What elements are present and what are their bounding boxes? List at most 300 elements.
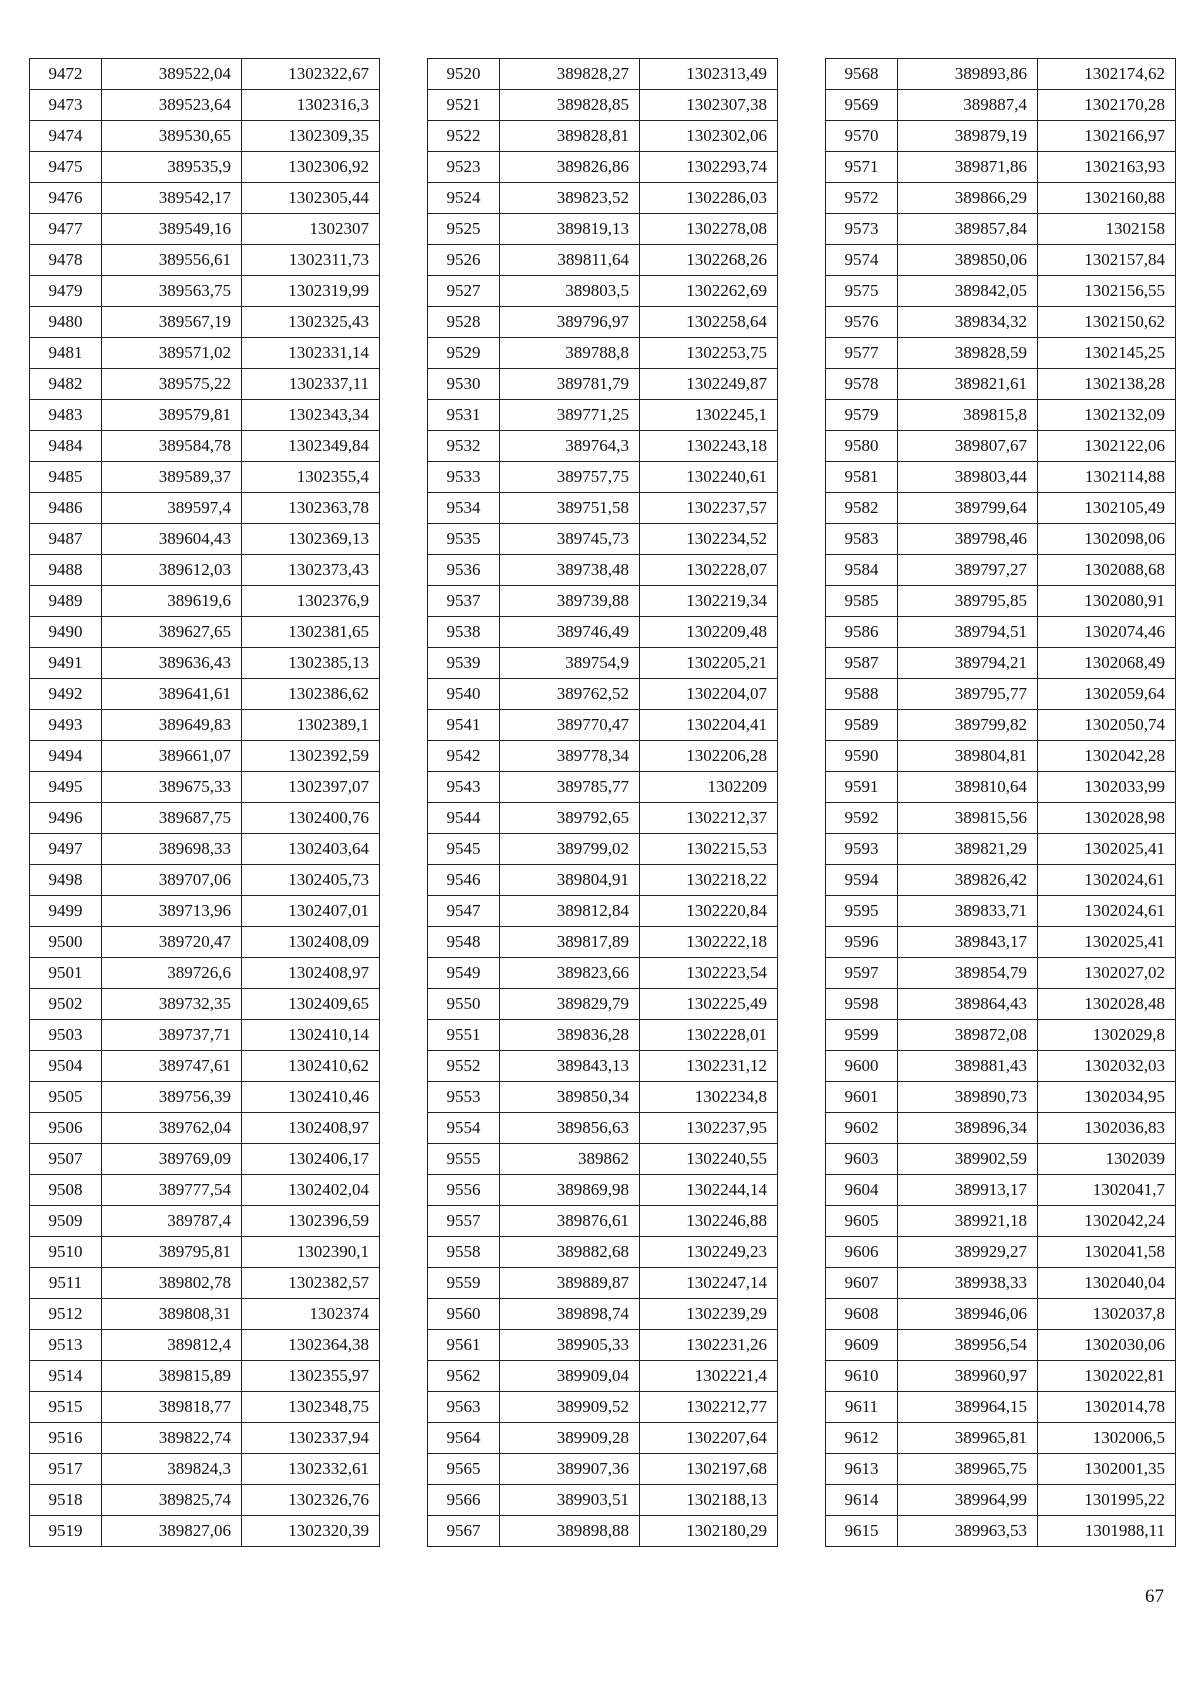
table-row (428, 1299, 778, 1330)
table-row (428, 617, 778, 648)
table-row (30, 927, 380, 958)
point-number-cell: 9568 (826, 59, 898, 90)
point-number-cell: 9494 (30, 741, 102, 772)
x-coordinate-cell: 389909,04 (500, 1361, 640, 1392)
x-coordinate-cell: 389963,53 (898, 1516, 1038, 1547)
coordinate-table-1 (29, 58, 380, 1547)
table-row (826, 90, 1176, 121)
y-coordinate-cell: 1302220,84 (640, 896, 778, 927)
point-number-cell: 9499 (30, 896, 102, 927)
point-number-cell: 9555 (428, 1144, 500, 1175)
y-coordinate-cell: 1302174,62 (1038, 59, 1176, 90)
table-row (428, 741, 778, 772)
y-coordinate-cell: 1302145,25 (1038, 338, 1176, 369)
point-number-cell: 9594 (826, 865, 898, 896)
y-coordinate-cell: 1302138,28 (1038, 369, 1176, 400)
y-coordinate-cell: 1302403,64 (242, 834, 380, 865)
point-number-cell: 9544 (428, 803, 500, 834)
y-coordinate-cell: 1301988,11 (1038, 1516, 1176, 1547)
table-row (826, 338, 1176, 369)
table-row (30, 183, 380, 214)
y-coordinate-cell: 1302022,81 (1038, 1361, 1176, 1392)
table-row (826, 245, 1176, 276)
x-coordinate-cell: 389804,81 (898, 741, 1038, 772)
table-row (428, 369, 778, 400)
y-coordinate-cell: 1302059,64 (1038, 679, 1176, 710)
y-coordinate-cell: 1302234,8 (640, 1082, 778, 1113)
y-coordinate-cell: 1302024,61 (1038, 865, 1176, 896)
y-coordinate-cell: 1302322,67 (242, 59, 380, 90)
point-number-cell: 9506 (30, 1113, 102, 1144)
x-coordinate-cell: 389720,47 (102, 927, 242, 958)
x-coordinate-cell: 389579,81 (102, 400, 242, 431)
table-row (826, 1423, 1176, 1454)
point-number-cell: 9604 (826, 1175, 898, 1206)
x-coordinate-cell: 389828,59 (898, 338, 1038, 369)
x-coordinate-cell: 389843,17 (898, 927, 1038, 958)
x-coordinate-cell: 389732,35 (102, 989, 242, 1020)
y-coordinate-cell: 1302204,41 (640, 710, 778, 741)
x-coordinate-cell: 389898,88 (500, 1516, 640, 1547)
point-number-cell: 9534 (428, 493, 500, 524)
y-coordinate-cell: 1302409,65 (242, 989, 380, 1020)
table-row (428, 1392, 778, 1423)
point-number-cell: 9581 (826, 462, 898, 493)
point-number-cell: 9478 (30, 245, 102, 276)
y-coordinate-cell: 1302025,41 (1038, 834, 1176, 865)
y-coordinate-cell: 1302132,09 (1038, 400, 1176, 431)
y-coordinate-cell: 1302337,94 (242, 1423, 380, 1454)
table-row (826, 648, 1176, 679)
x-coordinate-cell: 389871,86 (898, 152, 1038, 183)
y-coordinate-cell: 1302122,06 (1038, 431, 1176, 462)
point-number-cell: 9578 (826, 369, 898, 400)
y-coordinate-cell: 1302036,83 (1038, 1113, 1176, 1144)
table-row (428, 1516, 778, 1547)
y-coordinate-cell: 1302223,54 (640, 958, 778, 989)
table-row (30, 1454, 380, 1485)
x-coordinate-cell: 389864,43 (898, 989, 1038, 1020)
x-coordinate-cell: 389687,75 (102, 803, 242, 834)
table-row (428, 1175, 778, 1206)
point-number-cell: 9579 (826, 400, 898, 431)
y-coordinate-cell: 1302240,55 (640, 1144, 778, 1175)
point-number-cell: 9540 (428, 679, 500, 710)
point-number-cell: 9545 (428, 834, 500, 865)
y-coordinate-cell: 1302410,14 (242, 1020, 380, 1051)
point-number-cell: 9490 (30, 617, 102, 648)
y-coordinate-cell: 1302396,59 (242, 1206, 380, 1237)
y-coordinate-cell: 1302114,88 (1038, 462, 1176, 493)
x-coordinate-cell: 389956,54 (898, 1330, 1038, 1361)
point-number-cell: 9483 (30, 400, 102, 431)
x-coordinate-cell: 389890,73 (898, 1082, 1038, 1113)
x-coordinate-cell: 389799,82 (898, 710, 1038, 741)
x-coordinate-cell: 389862 (500, 1144, 640, 1175)
y-coordinate-cell: 1302222,18 (640, 927, 778, 958)
point-number-cell: 9526 (428, 245, 500, 276)
x-coordinate-cell: 389707,06 (102, 865, 242, 896)
point-number-cell: 9551 (428, 1020, 500, 1051)
point-number-cell: 9606 (826, 1237, 898, 1268)
table-row (30, 1144, 380, 1175)
table-row (428, 586, 778, 617)
x-coordinate-cell: 389549,16 (102, 214, 242, 245)
point-number-cell: 9529 (428, 338, 500, 369)
point-number-cell: 9511 (30, 1268, 102, 1299)
table-row (826, 710, 1176, 741)
point-number-cell: 9588 (826, 679, 898, 710)
x-coordinate-cell: 389826,42 (898, 865, 1038, 896)
y-coordinate-cell: 1302386,62 (242, 679, 380, 710)
x-coordinate-cell: 389799,02 (500, 834, 640, 865)
x-coordinate-cell: 389889,87 (500, 1268, 640, 1299)
table-row (826, 865, 1176, 896)
y-coordinate-cell: 1302313,49 (640, 59, 778, 90)
table-row (826, 1299, 1176, 1330)
y-coordinate-cell: 1302212,37 (640, 803, 778, 834)
x-coordinate-cell: 389882,68 (500, 1237, 640, 1268)
table-row (30, 462, 380, 493)
y-coordinate-cell: 1302326,76 (242, 1485, 380, 1516)
y-coordinate-cell: 1302209,48 (640, 617, 778, 648)
table-row (428, 121, 778, 152)
point-number-cell: 9565 (428, 1454, 500, 1485)
table-row (30, 896, 380, 927)
x-coordinate-cell: 389542,17 (102, 183, 242, 214)
table-row (30, 431, 380, 462)
x-coordinate-cell: 389756,39 (102, 1082, 242, 1113)
table-row (826, 431, 1176, 462)
x-coordinate-cell: 389850,34 (500, 1082, 640, 1113)
x-coordinate-cell: 389872,08 (898, 1020, 1038, 1051)
table-row (30, 741, 380, 772)
y-coordinate-cell: 1302160,88 (1038, 183, 1176, 214)
table-row (826, 307, 1176, 338)
table-row (428, 400, 778, 431)
x-coordinate-cell: 389535,9 (102, 152, 242, 183)
y-coordinate-cell: 1302337,11 (242, 369, 380, 400)
x-coordinate-cell: 389794,21 (898, 648, 1038, 679)
x-coordinate-cell: 389739,88 (500, 586, 640, 617)
point-number-cell: 9481 (30, 338, 102, 369)
y-coordinate-cell: 1302228,07 (640, 555, 778, 586)
x-coordinate-cell: 389819,13 (500, 214, 640, 245)
point-number-cell: 9557 (428, 1206, 500, 1237)
point-number-cell: 9517 (30, 1454, 102, 1485)
table-row (30, 400, 380, 431)
table-row (30, 1268, 380, 1299)
y-coordinate-cell: 1302410,62 (242, 1051, 380, 1082)
point-number-cell: 9553 (428, 1082, 500, 1113)
table-row (30, 121, 380, 152)
point-number-cell: 9571 (826, 152, 898, 183)
table-row (428, 772, 778, 803)
y-coordinate-cell: 1302098,06 (1038, 524, 1176, 555)
y-coordinate-cell: 1302180,29 (640, 1516, 778, 1547)
x-coordinate-cell: 389921,18 (898, 1206, 1038, 1237)
x-coordinate-cell: 389575,22 (102, 369, 242, 400)
table-row (30, 1082, 380, 1113)
table-row (428, 245, 778, 276)
table-row (428, 927, 778, 958)
x-coordinate-cell: 389815,89 (102, 1361, 242, 1392)
point-number-cell: 9593 (826, 834, 898, 865)
point-number-cell: 9570 (826, 121, 898, 152)
x-coordinate-cell: 389563,75 (102, 276, 242, 307)
table-row (826, 586, 1176, 617)
table-row (428, 1237, 778, 1268)
y-coordinate-cell: 1302166,97 (1038, 121, 1176, 152)
table-row (428, 1051, 778, 1082)
x-coordinate-cell: 389778,34 (500, 741, 640, 772)
x-coordinate-cell: 389810,64 (898, 772, 1038, 803)
x-coordinate-cell: 389788,8 (500, 338, 640, 369)
point-number-cell: 9536 (428, 555, 500, 586)
point-number-cell: 9586 (826, 617, 898, 648)
y-coordinate-cell: 1302234,52 (640, 524, 778, 555)
y-coordinate-cell: 1302363,78 (242, 493, 380, 524)
y-coordinate-cell: 1302209 (640, 772, 778, 803)
x-coordinate-cell: 389619,6 (102, 586, 242, 617)
point-number-cell: 9513 (30, 1330, 102, 1361)
x-coordinate-cell: 389828,81 (500, 121, 640, 152)
x-coordinate-cell: 389751,58 (500, 493, 640, 524)
table-row (428, 1485, 778, 1516)
point-number-cell: 9475 (30, 152, 102, 183)
x-coordinate-cell: 389902,59 (898, 1144, 1038, 1175)
point-number-cell: 9514 (30, 1361, 102, 1392)
x-coordinate-cell: 389827,06 (102, 1516, 242, 1547)
point-number-cell: 9524 (428, 183, 500, 214)
table-row (826, 183, 1176, 214)
y-coordinate-cell: 1302215,53 (640, 834, 778, 865)
x-coordinate-cell: 389842,05 (898, 276, 1038, 307)
y-coordinate-cell: 1302400,76 (242, 803, 380, 834)
table-row (30, 276, 380, 307)
point-number-cell: 9608 (826, 1299, 898, 1330)
table-row (30, 1485, 380, 1516)
table-row (30, 524, 380, 555)
y-coordinate-cell: 1302349,84 (242, 431, 380, 462)
y-coordinate-cell: 1302305,44 (242, 183, 380, 214)
point-number-cell: 9567 (428, 1516, 500, 1547)
table-row (826, 1113, 1176, 1144)
y-coordinate-cell: 1302343,34 (242, 400, 380, 431)
y-coordinate-cell: 1302258,64 (640, 307, 778, 338)
table-row (428, 1113, 778, 1144)
x-coordinate-cell: 389808,31 (102, 1299, 242, 1330)
y-coordinate-cell: 1302024,61 (1038, 896, 1176, 927)
x-coordinate-cell: 389815,56 (898, 803, 1038, 834)
x-coordinate-cell: 389636,43 (102, 648, 242, 679)
y-coordinate-cell: 1302253,75 (640, 338, 778, 369)
y-coordinate-cell: 1302249,23 (640, 1237, 778, 1268)
table-row (826, 1454, 1176, 1485)
y-coordinate-cell: 1302307 (242, 214, 380, 245)
x-coordinate-cell: 389762,04 (102, 1113, 242, 1144)
point-number-cell: 9538 (428, 617, 500, 648)
y-coordinate-cell: 1302027,02 (1038, 958, 1176, 989)
point-number-cell: 9535 (428, 524, 500, 555)
point-number-cell: 9582 (826, 493, 898, 524)
point-number-cell: 9559 (428, 1268, 500, 1299)
x-coordinate-cell: 389834,32 (898, 307, 1038, 338)
x-coordinate-cell: 389770,47 (500, 710, 640, 741)
x-coordinate-cell: 389522,04 (102, 59, 242, 90)
y-coordinate-cell: 1302188,13 (640, 1485, 778, 1516)
table-row (428, 1423, 778, 1454)
table-row (428, 1454, 778, 1485)
y-coordinate-cell: 1302382,57 (242, 1268, 380, 1299)
point-number-cell: 9527 (428, 276, 500, 307)
y-coordinate-cell: 1302219,34 (640, 586, 778, 617)
y-coordinate-cell: 1302029,8 (1038, 1020, 1176, 1051)
x-coordinate-cell: 389597,4 (102, 493, 242, 524)
table-row (30, 834, 380, 865)
table-row (826, 1392, 1176, 1423)
y-coordinate-cell: 1302302,06 (640, 121, 778, 152)
x-coordinate-cell: 389887,4 (898, 90, 1038, 121)
table-row (30, 648, 380, 679)
x-coordinate-cell: 389903,51 (500, 1485, 640, 1516)
x-coordinate-cell: 389612,03 (102, 555, 242, 586)
y-coordinate-cell: 1302392,59 (242, 741, 380, 772)
table-row (30, 1020, 380, 1051)
point-number-cell: 9497 (30, 834, 102, 865)
x-coordinate-cell: 389738,48 (500, 555, 640, 586)
x-coordinate-cell: 389828,85 (500, 90, 640, 121)
x-coordinate-cell: 389964,99 (898, 1485, 1038, 1516)
table-row (428, 493, 778, 524)
x-coordinate-cell: 389787,4 (102, 1206, 242, 1237)
table-row (826, 1361, 1176, 1392)
point-number-cell: 9566 (428, 1485, 500, 1516)
point-number-cell: 9533 (428, 462, 500, 493)
x-coordinate-cell: 389909,52 (500, 1392, 640, 1423)
table-row (428, 710, 778, 741)
y-coordinate-cell: 1302348,75 (242, 1392, 380, 1423)
y-coordinate-cell: 1302331,14 (242, 338, 380, 369)
table-row (826, 896, 1176, 927)
x-coordinate-cell: 389764,3 (500, 431, 640, 462)
y-coordinate-cell: 1302402,04 (242, 1175, 380, 1206)
y-coordinate-cell: 1302158 (1038, 214, 1176, 245)
y-coordinate-cell: 1302389,1 (242, 710, 380, 741)
x-coordinate-cell: 389898,74 (500, 1299, 640, 1330)
x-coordinate-cell: 389825,74 (102, 1485, 242, 1516)
y-coordinate-cell: 1302406,17 (242, 1144, 380, 1175)
y-coordinate-cell: 1302410,46 (242, 1082, 380, 1113)
y-coordinate-cell: 1302293,74 (640, 152, 778, 183)
table-row (826, 152, 1176, 183)
y-coordinate-cell: 1302376,9 (242, 586, 380, 617)
y-coordinate-cell: 1302390,1 (242, 1237, 380, 1268)
table-row (428, 1330, 778, 1361)
point-number-cell: 9482 (30, 369, 102, 400)
x-coordinate-cell: 389571,02 (102, 338, 242, 369)
table-row (826, 1237, 1176, 1268)
point-number-cell: 9549 (428, 958, 500, 989)
x-coordinate-cell: 389807,67 (898, 431, 1038, 462)
point-number-cell: 9601 (826, 1082, 898, 1113)
y-coordinate-cell: 1302080,91 (1038, 586, 1176, 617)
point-number-cell: 9510 (30, 1237, 102, 1268)
y-coordinate-cell: 1302032,03 (1038, 1051, 1176, 1082)
y-coordinate-cell: 1302243,18 (640, 431, 778, 462)
point-number-cell: 9556 (428, 1175, 500, 1206)
y-coordinate-cell: 1302034,95 (1038, 1082, 1176, 1113)
y-coordinate-cell: 1302212,77 (640, 1392, 778, 1423)
x-coordinate-cell: 389796,97 (500, 307, 640, 338)
y-coordinate-cell: 1302268,26 (640, 245, 778, 276)
point-number-cell: 9590 (826, 741, 898, 772)
point-number-cell: 9605 (826, 1206, 898, 1237)
point-number-cell: 9495 (30, 772, 102, 803)
y-coordinate-cell: 1302025,41 (1038, 927, 1176, 958)
y-coordinate-cell: 1302231,12 (640, 1051, 778, 1082)
table-row (826, 1485, 1176, 1516)
y-coordinate-cell: 1302374 (242, 1299, 380, 1330)
point-number-cell: 9574 (826, 245, 898, 276)
x-coordinate-cell: 389792,65 (500, 803, 640, 834)
y-coordinate-cell: 1302262,69 (640, 276, 778, 307)
y-coordinate-cell: 1302244,14 (640, 1175, 778, 1206)
point-number-cell: 9516 (30, 1423, 102, 1454)
y-coordinate-cell: 1302221,4 (640, 1361, 778, 1392)
point-number-cell: 9576 (826, 307, 898, 338)
point-number-cell: 9503 (30, 1020, 102, 1051)
point-number-cell: 9488 (30, 555, 102, 586)
y-coordinate-cell: 1302042,28 (1038, 741, 1176, 772)
point-number-cell: 9614 (826, 1485, 898, 1516)
point-number-cell: 9573 (826, 214, 898, 245)
point-number-cell: 9539 (428, 648, 500, 679)
y-coordinate-cell: 1302237,57 (640, 493, 778, 524)
table-row (826, 803, 1176, 834)
x-coordinate-cell: 389675,33 (102, 772, 242, 803)
x-coordinate-cell: 389965,81 (898, 1423, 1038, 1454)
point-number-cell: 9548 (428, 927, 500, 958)
table-row (826, 462, 1176, 493)
table-row (826, 400, 1176, 431)
y-coordinate-cell: 1302307,38 (640, 90, 778, 121)
table-row (428, 1206, 778, 1237)
point-number-cell: 9595 (826, 896, 898, 927)
y-coordinate-cell: 1302150,62 (1038, 307, 1176, 338)
table-row (428, 214, 778, 245)
x-coordinate-cell: 389785,77 (500, 772, 640, 803)
y-coordinate-cell: 1302068,49 (1038, 648, 1176, 679)
y-coordinate-cell: 1302246,88 (640, 1206, 778, 1237)
x-coordinate-cell: 389929,27 (898, 1237, 1038, 1268)
table-row (826, 524, 1176, 555)
table-row (428, 59, 778, 90)
table-row (30, 59, 380, 90)
y-coordinate-cell: 1302028,98 (1038, 803, 1176, 834)
x-coordinate-cell: 389964,15 (898, 1392, 1038, 1423)
point-number-cell: 9607 (826, 1268, 898, 1299)
y-coordinate-cell: 1302306,92 (242, 152, 380, 183)
x-coordinate-cell: 389604,43 (102, 524, 242, 555)
y-coordinate-cell: 1302245,1 (640, 400, 778, 431)
point-number-cell: 9592 (826, 803, 898, 834)
y-coordinate-cell: 1302207,64 (640, 1423, 778, 1454)
x-coordinate-cell: 389828,27 (500, 59, 640, 90)
point-number-cell: 9560 (428, 1299, 500, 1330)
x-coordinate-cell: 389530,65 (102, 121, 242, 152)
table-row (30, 865, 380, 896)
